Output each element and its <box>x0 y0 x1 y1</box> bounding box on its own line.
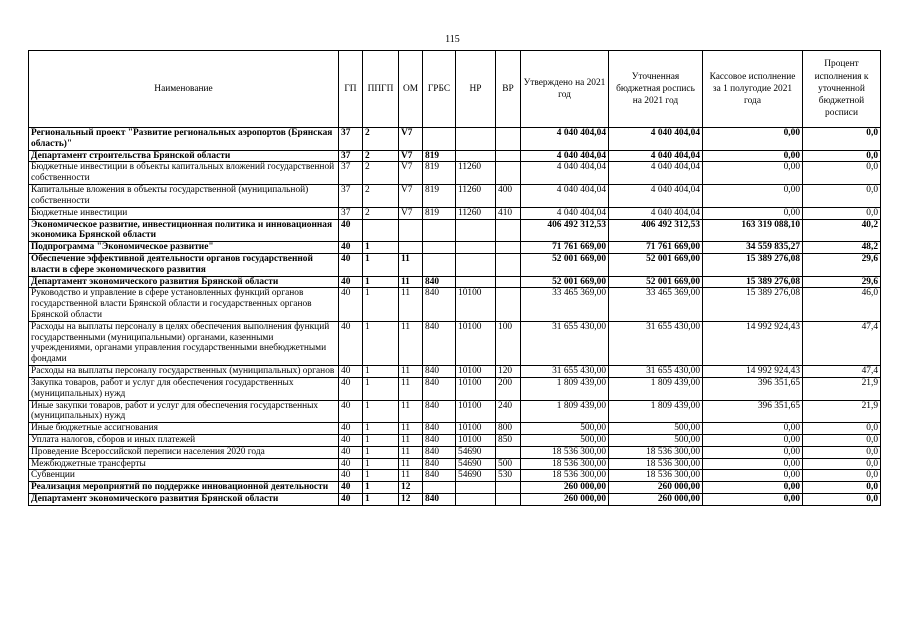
cell-ppgp: 2 <box>363 207 399 219</box>
cell-om: V7 <box>399 185 423 208</box>
cell-grbs: 840 <box>423 494 456 506</box>
cell-om: 11 <box>399 377 423 400</box>
cell-vr: 530 <box>496 470 521 482</box>
cell-refined: 33 465 369,00 <box>609 288 703 321</box>
cell-refined: 4 040 404,04 <box>609 162 703 185</box>
cell-ppgp: 1 <box>363 446 399 458</box>
cell-percent: 40,2 <box>803 219 881 242</box>
table-row <box>29 400 881 423</box>
page-number: 115 <box>445 34 460 45</box>
cell-np <box>456 482 496 494</box>
cell-cash: 0,00 <box>703 482 803 494</box>
cell-name: Иные бюджетные ассигнования <box>29 423 339 435</box>
cell-cash: 14 992 924,43 <box>703 366 803 378</box>
cell-name: Проведение Всероссийской переписи населения 2020 года <box>29 446 339 458</box>
cell-cash: 0,00 <box>703 162 803 185</box>
cell-name: Бюджетные инвестиции <box>29 207 339 219</box>
cell-percent: 29,6 <box>803 276 881 288</box>
cell-gp: 37 <box>339 185 363 208</box>
cell-refined: 71 761 669,00 <box>609 242 703 254</box>
cell-cash: 396 351,65 <box>703 400 803 423</box>
cell-vr: 410 <box>496 207 521 219</box>
cell-om: 11 <box>399 434 423 446</box>
cell-cash: 163 319 088,10 <box>703 219 803 242</box>
cell-refined: 4 040 404,04 <box>609 185 703 208</box>
cell-grbs: 840 <box>423 288 456 321</box>
cell-percent: 0,0 <box>803 446 881 458</box>
table-row <box>29 185 881 208</box>
cell-grbs: 840 <box>423 366 456 378</box>
cell-ppgp: 1 <box>363 276 399 288</box>
cell-cash: 14 992 924,43 <box>703 321 803 365</box>
cell-cash: 396 351,65 <box>703 377 803 400</box>
cell-vr: 120 <box>496 366 521 378</box>
cell-om: 12 <box>399 494 423 506</box>
table-row <box>29 434 881 446</box>
cell-percent: 48,2 <box>803 242 881 254</box>
cell-percent: 47,4 <box>803 321 881 365</box>
cell-percent: 0,0 <box>803 434 881 446</box>
cell-ppgp: 2 <box>363 128 399 151</box>
cell-vr <box>496 276 521 288</box>
cell-om: 11 <box>399 470 423 482</box>
cell-refined: 18 536 300,00 <box>609 446 703 458</box>
cell-gp: 40 <box>339 288 363 321</box>
cell-name: Уплата налогов, сборов и иных платежей <box>29 434 339 446</box>
cell-cash: 0,00 <box>703 128 803 151</box>
cell-vr: 200 <box>496 377 521 400</box>
cell-om: 11 <box>399 446 423 458</box>
header-name: Наименование <box>29 51 339 128</box>
table-row <box>29 288 881 321</box>
cell-name: Экономическое развитие, инвестиционная политика и инновационная экономика Брянской области <box>29 219 339 242</box>
table-row <box>29 423 881 435</box>
cell-refined: 4 040 404,04 <box>609 128 703 151</box>
cell-gp: 40 <box>339 377 363 400</box>
cell-np: 10100 <box>456 377 496 400</box>
cell-vr <box>496 162 521 185</box>
cell-om <box>399 242 423 254</box>
cell-np <box>456 219 496 242</box>
cell-grbs <box>423 242 456 254</box>
table-row <box>29 150 881 162</box>
cell-percent: 0,0 <box>803 494 881 506</box>
cell-ppgp: 1 <box>363 242 399 254</box>
cell-om <box>399 219 423 242</box>
cell-approved: 31 655 430,00 <box>521 366 609 378</box>
cell-name: Обеспечение эффективной деятельности органов государственной власти в сфере экономического развития <box>29 253 339 276</box>
cell-np <box>456 242 496 254</box>
table-row <box>29 321 881 365</box>
cell-cash: 0,00 <box>703 446 803 458</box>
cell-name: Департамент экономического развития Брянской области <box>29 494 339 506</box>
cell-om: V7 <box>399 150 423 162</box>
header-cash: Кассовое исполнение за 1 полугодие 2021 года <box>703 51 803 128</box>
table-body <box>29 128 881 506</box>
cell-grbs: 819 <box>423 162 456 185</box>
cell-grbs: 840 <box>423 434 456 446</box>
table-row <box>29 494 881 506</box>
table-row <box>29 207 881 219</box>
cell-grbs <box>423 128 456 151</box>
cell-grbs <box>423 219 456 242</box>
cell-gp: 40 <box>339 470 363 482</box>
cell-gp: 40 <box>339 276 363 288</box>
cell-cash: 0,00 <box>703 470 803 482</box>
cell-name: Департамент экономического развития Брянской области <box>29 276 339 288</box>
cell-grbs: 840 <box>423 400 456 423</box>
cell-refined: 500,00 <box>609 434 703 446</box>
cell-np: 54690 <box>456 458 496 470</box>
cell-om: 11 <box>399 400 423 423</box>
table-row <box>29 366 881 378</box>
cell-vr: 500 <box>496 458 521 470</box>
cell-refined: 31 655 430,00 <box>609 321 703 365</box>
cell-name: Межбюджетные трансферты <box>29 458 339 470</box>
cell-gp: 40 <box>339 400 363 423</box>
cell-refined: 260 000,00 <box>609 494 703 506</box>
table-row <box>29 470 881 482</box>
table-row <box>29 446 881 458</box>
cell-np <box>456 276 496 288</box>
table-row <box>29 253 881 276</box>
cell-percent: 0,0 <box>803 423 881 435</box>
cell-np: 11260 <box>456 162 496 185</box>
cell-gp: 40 <box>339 458 363 470</box>
cell-refined: 4 040 404,04 <box>609 150 703 162</box>
cell-percent: 0,0 <box>803 470 881 482</box>
cell-vr <box>496 482 521 494</box>
cell-approved: 500,00 <box>521 423 609 435</box>
cell-approved: 4 040 404,04 <box>521 150 609 162</box>
cell-gp: 37 <box>339 150 363 162</box>
cell-cash: 0,00 <box>703 494 803 506</box>
cell-percent: 0,0 <box>803 150 881 162</box>
cell-om: V7 <box>399 128 423 151</box>
cell-approved: 260 000,00 <box>521 494 609 506</box>
header-ppgp: ППГП <box>363 51 399 128</box>
cell-cash: 15 389 276,08 <box>703 288 803 321</box>
cell-vr: 100 <box>496 321 521 365</box>
cell-vr <box>496 150 521 162</box>
cell-grbs: 840 <box>423 423 456 435</box>
cell-name: Руководство и управление в сфере установленных функций органов государственной власти Брянской области и государственных органов Брянской области <box>29 288 339 321</box>
cell-ppgp: 1 <box>363 434 399 446</box>
cell-approved: 33 465 369,00 <box>521 288 609 321</box>
cell-name: Капитальные вложения в объекты государственной (муниципальной) собственности <box>29 185 339 208</box>
cell-percent: 0,0 <box>803 482 881 494</box>
cell-gp: 37 <box>339 207 363 219</box>
cell-percent: 21,9 <box>803 377 881 400</box>
cell-gp: 40 <box>339 253 363 276</box>
cell-refined: 52 001 669,00 <box>609 253 703 276</box>
cell-name: Иные закупки товаров, работ и услуг для обеспечения государственных (муниципальных) нужд <box>29 400 339 423</box>
cell-om: 12 <box>399 482 423 494</box>
cell-ppgp: 1 <box>363 253 399 276</box>
cell-grbs: 840 <box>423 470 456 482</box>
cell-percent: 0,0 <box>803 458 881 470</box>
header-grbs: ГРБС <box>423 51 456 128</box>
cell-gp: 40 <box>339 321 363 365</box>
cell-gp: 40 <box>339 242 363 254</box>
cell-grbs: 840 <box>423 458 456 470</box>
cell-refined: 4 040 404,04 <box>609 207 703 219</box>
cell-refined: 1 809 439,00 <box>609 400 703 423</box>
cell-cash: 0,00 <box>703 458 803 470</box>
cell-ppgp: 1 <box>363 288 399 321</box>
cell-approved: 4 040 404,04 <box>521 128 609 151</box>
cell-np: 10100 <box>456 423 496 435</box>
cell-vr <box>496 288 521 321</box>
cell-ppgp: 1 <box>363 458 399 470</box>
cell-gp: 40 <box>339 482 363 494</box>
cell-ppgp: 1 <box>363 494 399 506</box>
cell-grbs: 840 <box>423 446 456 458</box>
cell-gp: 40 <box>339 366 363 378</box>
cell-name: Бюджетные инвестиции в объекты капитальных вложений государственной собственности <box>29 162 339 185</box>
cell-refined: 31 655 430,00 <box>609 366 703 378</box>
cell-gp: 40 <box>339 219 363 242</box>
cell-approved: 1 809 439,00 <box>521 377 609 400</box>
cell-ppgp <box>363 219 399 242</box>
cell-om: 11 <box>399 253 423 276</box>
header-gp: ГП <box>339 51 363 128</box>
cell-name: Расходы на выплаты персоналу в целях обеспечения выполнения функций государственными (муниципальными) органами, казенными учреждениями, органами управления государственными внебюджетными фондами <box>29 321 339 365</box>
table-row <box>29 482 881 494</box>
table-row <box>29 128 881 151</box>
table-row <box>29 162 881 185</box>
cell-ppgp: 1 <box>363 482 399 494</box>
cell-percent: 21,9 <box>803 400 881 423</box>
cell-percent: 0,0 <box>803 185 881 208</box>
cell-approved: 18 536 300,00 <box>521 446 609 458</box>
cell-ppgp: 2 <box>363 150 399 162</box>
cell-cash: 15 389 276,08 <box>703 276 803 288</box>
cell-om: 11 <box>399 366 423 378</box>
cell-ppgp: 1 <box>363 470 399 482</box>
cell-grbs: 819 <box>423 150 456 162</box>
cell-refined: 406 492 312,53 <box>609 219 703 242</box>
cell-ppgp: 1 <box>363 366 399 378</box>
cell-cash: 0,00 <box>703 207 803 219</box>
cell-cash: 34 559 835,27 <box>703 242 803 254</box>
cell-om: 11 <box>399 321 423 365</box>
cell-np: 11260 <box>456 185 496 208</box>
cell-approved: 52 001 669,00 <box>521 253 609 276</box>
cell-approved: 31 655 430,00 <box>521 321 609 365</box>
cell-vr: 800 <box>496 423 521 435</box>
cell-np <box>456 253 496 276</box>
cell-approved: 406 492 312,53 <box>521 219 609 242</box>
cell-percent: 0,0 <box>803 128 881 151</box>
cell-ppgp: 2 <box>363 162 399 185</box>
cell-ppgp: 2 <box>363 185 399 208</box>
cell-np: 11260 <box>456 207 496 219</box>
cell-vr: 240 <box>496 400 521 423</box>
cell-gp: 40 <box>339 434 363 446</box>
cell-approved: 1 809 439,00 <box>521 400 609 423</box>
cell-om: V7 <box>399 207 423 219</box>
header-np: НР <box>456 51 496 128</box>
cell-refined: 52 001 669,00 <box>609 276 703 288</box>
cell-percent: 29,6 <box>803 253 881 276</box>
cell-refined: 18 536 300,00 <box>609 470 703 482</box>
cell-ppgp: 1 <box>363 400 399 423</box>
cell-om: 11 <box>399 276 423 288</box>
cell-vr <box>496 128 521 151</box>
table-row <box>29 458 881 470</box>
header-percent: Процент исполнения к уточненной бюджетной росписи <box>803 51 881 128</box>
cell-approved: 4 040 404,04 <box>521 207 609 219</box>
cell-grbs: 819 <box>423 207 456 219</box>
budget-table <box>28 50 881 506</box>
table-row <box>29 377 881 400</box>
cell-cash: 15 389 276,08 <box>703 253 803 276</box>
cell-om: 11 <box>399 423 423 435</box>
cell-approved: 18 536 300,00 <box>521 458 609 470</box>
cell-grbs: 840 <box>423 377 456 400</box>
header-vr: ВР <box>496 51 521 128</box>
cell-cash: 0,00 <box>703 150 803 162</box>
cell-grbs: 840 <box>423 276 456 288</box>
cell-np: 10100 <box>456 434 496 446</box>
header-refined: Уточненная бюджетная роспись на 2021 год <box>609 51 703 128</box>
table-header-row <box>29 51 881 128</box>
cell-percent: 0,0 <box>803 162 881 185</box>
cell-grbs: 840 <box>423 321 456 365</box>
cell-percent: 47,4 <box>803 366 881 378</box>
cell-approved: 500,00 <box>521 434 609 446</box>
cell-gp: 40 <box>339 423 363 435</box>
cell-ppgp: 1 <box>363 423 399 435</box>
cell-cash: 0,00 <box>703 423 803 435</box>
cell-name: Закупка товаров, работ и услуг для обеспечения государственных (муниципальных) нужд <box>29 377 339 400</box>
cell-np: 10100 <box>456 288 496 321</box>
cell-refined: 500,00 <box>609 423 703 435</box>
cell-name: Субвенции <box>29 470 339 482</box>
cell-np: 10100 <box>456 321 496 365</box>
cell-vr <box>496 242 521 254</box>
cell-np: 10100 <box>456 400 496 423</box>
cell-np: 54690 <box>456 470 496 482</box>
cell-grbs <box>423 482 456 494</box>
header-om: ОМ <box>399 51 423 128</box>
cell-approved: 52 001 669,00 <box>521 276 609 288</box>
cell-vr: 400 <box>496 185 521 208</box>
cell-vr <box>496 253 521 276</box>
cell-cash: 0,00 <box>703 185 803 208</box>
cell-percent: 46,0 <box>803 288 881 321</box>
cell-gp: 40 <box>339 494 363 506</box>
cell-cash: 0,00 <box>703 434 803 446</box>
cell-vr: 850 <box>496 434 521 446</box>
cell-gp: 37 <box>339 128 363 151</box>
cell-percent: 0,0 <box>803 207 881 219</box>
cell-name: Департамент строительства Брянской области <box>29 150 339 162</box>
cell-om: 11 <box>399 288 423 321</box>
table-row <box>29 242 881 254</box>
cell-om: V7 <box>399 162 423 185</box>
cell-gp: 37 <box>339 162 363 185</box>
header-approved: Утверждено на 2021 год <box>521 51 609 128</box>
cell-grbs: 819 <box>423 185 456 208</box>
cell-approved: 71 761 669,00 <box>521 242 609 254</box>
cell-approved: 4 040 404,04 <box>521 185 609 208</box>
table-row <box>29 276 881 288</box>
table-row <box>29 219 881 242</box>
cell-ppgp: 1 <box>363 321 399 365</box>
cell-ppgp: 1 <box>363 377 399 400</box>
cell-name: Региональный проект "Развитие региональных аэропортов (Брянская область)" <box>29 128 339 151</box>
cell-approved: 18 536 300,00 <box>521 470 609 482</box>
cell-name: Подпрограмма "Экономическое развитие" <box>29 242 339 254</box>
cell-grbs <box>423 253 456 276</box>
cell-refined: 18 536 300,00 <box>609 458 703 470</box>
cell-name: Расходы на выплаты персоналу государственных (муниципальных) органов <box>29 366 339 378</box>
cell-np: 10100 <box>456 366 496 378</box>
cell-np: 54690 <box>456 446 496 458</box>
cell-approved: 4 040 404,04 <box>521 162 609 185</box>
cell-om: 11 <box>399 458 423 470</box>
cell-np <box>456 128 496 151</box>
cell-approved: 260 000,00 <box>521 482 609 494</box>
cell-np <box>456 150 496 162</box>
cell-refined: 1 809 439,00 <box>609 377 703 400</box>
cell-name: Реализация мероприятий по поддержке инновационной деятельности <box>29 482 339 494</box>
cell-gp: 40 <box>339 446 363 458</box>
cell-vr <box>496 219 521 242</box>
cell-vr <box>496 446 521 458</box>
cell-refined: 260 000,00 <box>609 482 703 494</box>
cell-np <box>456 494 496 506</box>
cell-vr <box>496 494 521 506</box>
